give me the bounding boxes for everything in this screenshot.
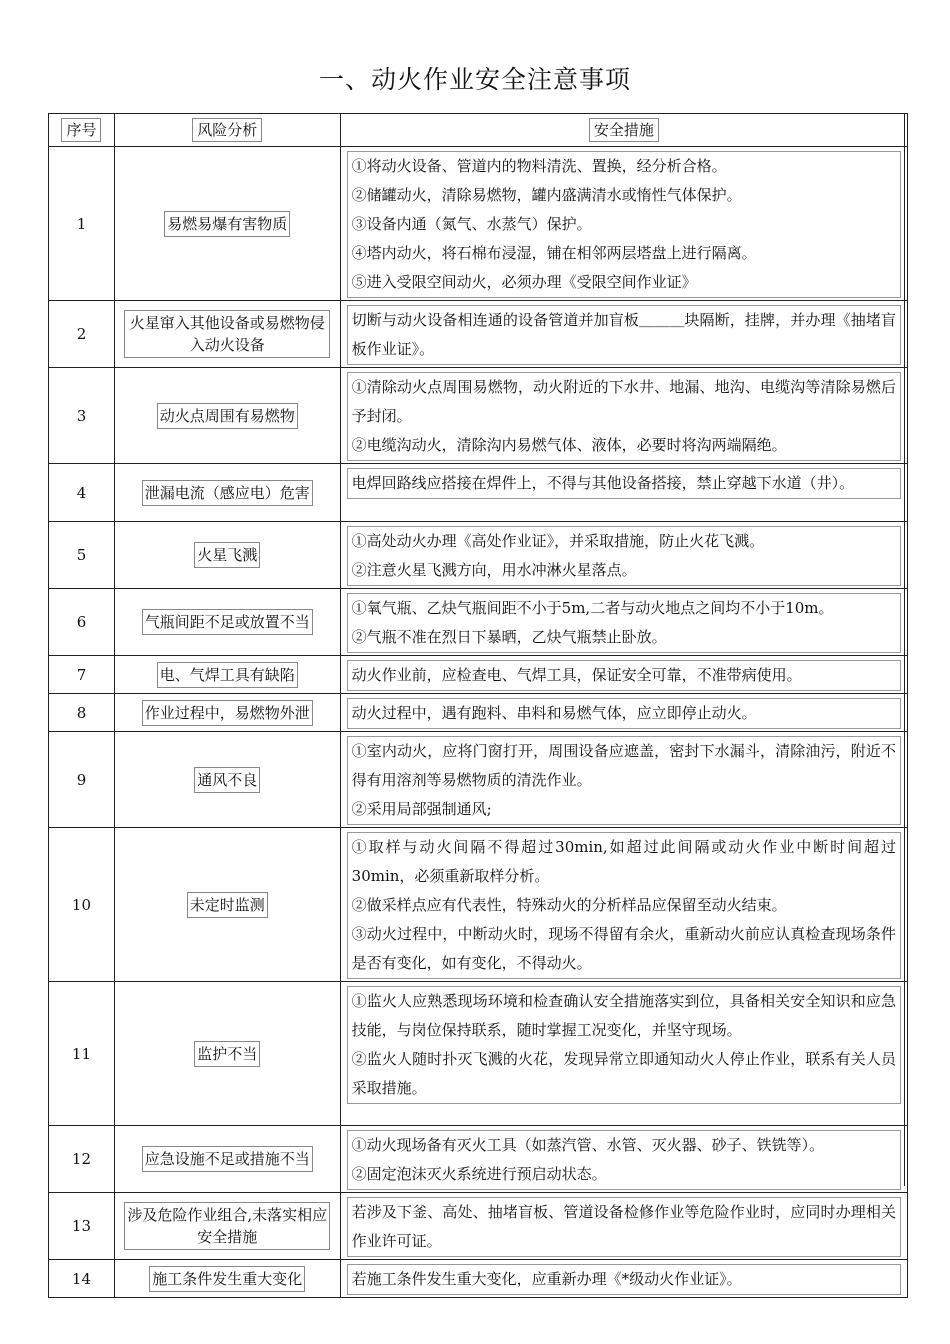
risk-cell bbox=[114, 522, 340, 589]
measures-cell bbox=[340, 589, 907, 656]
risk-label: 施工条件发生重大变化 bbox=[149, 1266, 305, 1292]
measure-item: ①动火现场备有灭火工具（如蒸汽管、水管、灭火器、砂子、铁铣等）。 bbox=[351, 1136, 825, 1154]
row-number: 10 bbox=[49, 828, 115, 982]
risk-cell bbox=[114, 589, 340, 656]
measure-item: ①室内动火，应将门窗打开，周围设备应遮盖，密封下水漏斗，清除油污，附近不得有用溶剂等易燃物质的清洗作业。 bbox=[351, 742, 896, 789]
measure-item: ②电缆沟动火，清除沟内易燃气体、液体，必要时将沟两端隔绝。 bbox=[351, 436, 787, 454]
measures-cell bbox=[340, 147, 907, 301]
table-row bbox=[49, 368, 908, 464]
risk-cell bbox=[114, 694, 340, 732]
measures-cell bbox=[340, 522, 907, 589]
measure-item: ②固定泡沫灭火系统进行预启动状态。 bbox=[351, 1165, 607, 1183]
measure-item: ③动火过程中，中断动火时，现场不得留有余火，重新动火前应认真检查现场条件是否有变化，如有变化，不得动火。 bbox=[351, 925, 896, 972]
measures-box bbox=[347, 593, 901, 653]
table-row bbox=[49, 1193, 908, 1260]
row-number: 4 bbox=[49, 464, 115, 522]
measure-item: ②做采样点应有代表性，特殊动火的分析样品应保留至动火结束。 bbox=[351, 896, 787, 914]
table-right-border bbox=[904, 113, 905, 1186]
measures-cell bbox=[340, 656, 907, 694]
row-number: 14 bbox=[49, 1260, 115, 1298]
page-title: 一、动火作业安全注意事项 bbox=[318, 65, 631, 94]
risk-cell bbox=[114, 732, 340, 828]
measures-box bbox=[347, 526, 901, 586]
measures-box bbox=[347, 1197, 901, 1257]
measure-item: 动火作业前，应检查电、气焊工具，保证安全可靠，不准带病使用。 bbox=[351, 666, 802, 684]
row-number: 13 bbox=[49, 1193, 115, 1260]
measures-cell bbox=[340, 982, 907, 1126]
measure-item: 切断与动火设备相连通的设备管道并加盲板＿＿＿块隔断，挂牌，并办理《抽堵盲板作业证》。 bbox=[351, 311, 896, 358]
measures-cell bbox=[340, 464, 907, 522]
measures-cell bbox=[340, 368, 907, 464]
measure-item: ①高处动火办理《高处作业证》，并采取措施，防止火花飞溅。 bbox=[351, 532, 765, 550]
table-row bbox=[49, 982, 908, 1126]
measures-cell bbox=[340, 301, 907, 368]
risk-label: 气瓶间距不足或放置不当 bbox=[142, 609, 313, 635]
measures-box bbox=[347, 372, 901, 461]
measures-cell bbox=[340, 1193, 907, 1260]
measures-cell bbox=[340, 1126, 907, 1193]
row-number: 5 bbox=[49, 522, 115, 589]
risk-label: 动火点周围有易燃物 bbox=[157, 403, 298, 429]
risk-label: 火星窜入其他设备或易燃物侵入动火设备 bbox=[124, 310, 330, 358]
risk-cell bbox=[114, 368, 340, 464]
risk-cell bbox=[114, 301, 340, 368]
table-header-row bbox=[49, 114, 908, 147]
table-row bbox=[49, 694, 908, 732]
risk-cell bbox=[114, 464, 340, 522]
row-number: 2 bbox=[49, 301, 115, 368]
risk-cell bbox=[114, 656, 340, 694]
measures-cell bbox=[340, 828, 907, 982]
measures-box bbox=[347, 736, 901, 825]
measure-item: ②气瓶不准在烈日下暴晒，乙炔气瓶禁止卧放。 bbox=[351, 628, 667, 646]
table-row bbox=[49, 828, 908, 982]
measure-item: ①将动火设备、管道内的物料清洗、置换，经分析合格。 bbox=[351, 157, 727, 175]
risk-label: 涉及危险作业组合,未落实相应安全措施 bbox=[124, 1202, 330, 1250]
risk-cell bbox=[114, 1260, 340, 1298]
row-number: 11 bbox=[49, 982, 115, 1126]
table-row bbox=[49, 1260, 908, 1298]
risk-cell bbox=[114, 147, 340, 301]
table-row bbox=[49, 732, 908, 828]
measures-box bbox=[347, 698, 901, 729]
measures-box bbox=[347, 986, 901, 1104]
risk-label: 未定时监测 bbox=[187, 892, 268, 918]
measure-item: ①监火人应熟悉现场环境和检查确认安全措施落实到位，具备相关安全知识和应急技能，与岗位保持联系，随时掌握工况变化，并坚守现场。 bbox=[351, 992, 896, 1039]
measure-item: 若涉及下釜、高处、抽堵盲板、管道设备检修作业等危险作业时，应同时办理相关作业许可证。 bbox=[351, 1203, 896, 1250]
measures-box bbox=[347, 1130, 901, 1190]
risk-cell bbox=[114, 982, 340, 1126]
measures-box bbox=[347, 660, 901, 691]
row-number: 1 bbox=[49, 147, 115, 301]
risk-cell bbox=[114, 828, 340, 982]
measure-item: ②监火人随时扑灭飞溅的火花，发现异常立即通知动火人停止作业，联系有关人员采取措施。 bbox=[351, 1050, 896, 1097]
table-body bbox=[49, 147, 908, 1298]
row-number: 12 bbox=[49, 1126, 115, 1193]
measures-box bbox=[347, 151, 901, 298]
row-number: 9 bbox=[49, 732, 115, 828]
measures-box bbox=[347, 305, 901, 365]
risk-label: 电、气焊工具有缺陷 bbox=[157, 662, 298, 688]
row-number: 3 bbox=[49, 368, 115, 464]
measure-item: 若施工条件发生重大变化，应重新办理《*级动火作业证》。 bbox=[351, 1270, 742, 1288]
row-number: 6 bbox=[49, 589, 115, 656]
measures-box bbox=[347, 468, 901, 499]
risk-label: 泄漏电流（感应电）危害 bbox=[142, 480, 313, 506]
table-row bbox=[49, 1126, 908, 1193]
table-row bbox=[49, 147, 908, 301]
measure-item: ②注意火星飞溅方向，用水冲淋火星落点。 bbox=[351, 561, 637, 579]
header-measures: 安全措施 bbox=[340, 114, 907, 147]
table-row bbox=[49, 589, 908, 656]
risk-label: 作业过程中，易燃物外泄 bbox=[142, 700, 313, 726]
measure-item: ②储罐动火，清除易燃物，罐内盛满清水或惰性气体保护。 bbox=[351, 186, 742, 204]
risk-label: 监护不当 bbox=[194, 1041, 260, 1067]
measure-item: ④塔内动火，将石棉布浸湿，铺在相邻两层塔盘上进行隔离。 bbox=[351, 244, 757, 262]
measure-item: ②采用局部强制通风; bbox=[351, 800, 492, 818]
measure-item: ①清除动火点周围易燃物，动火附近的下水井、地漏、地沟、电缆沟等清除易燃后予封闭。 bbox=[351, 378, 896, 425]
row-number: 8 bbox=[49, 694, 115, 732]
measure-item: 电焊回路线应搭接在焊件上，不得与其他设备搭接，禁止穿越下水道（井）。 bbox=[351, 474, 855, 492]
measures-cell bbox=[340, 694, 907, 732]
risk-cell bbox=[114, 1126, 340, 1193]
safety-table bbox=[48, 113, 908, 1298]
table-row bbox=[49, 464, 908, 522]
measures-box bbox=[347, 1264, 901, 1295]
measure-item: ①取样与动火间隔不得超过30min,如超过此间隔或动火作业中断时间超过30min，必须重新取样分析。 bbox=[351, 838, 896, 885]
measure-item: ⑤进入受限空间动火，必须办理《受限空间作业证》 bbox=[351, 273, 697, 291]
measures-cell bbox=[340, 1260, 907, 1298]
risk-label: 火星飞溅 bbox=[194, 542, 260, 568]
measures-box bbox=[347, 832, 901, 979]
risk-label: 通风不良 bbox=[194, 767, 260, 793]
measure-item: ③设备内通（氮气、水蒸气）保护。 bbox=[351, 215, 592, 233]
table-row bbox=[49, 522, 908, 589]
risk-label: 易燃易爆有害物质 bbox=[164, 211, 290, 237]
risk-cell bbox=[114, 1193, 340, 1260]
measures-cell bbox=[340, 732, 907, 828]
header-risk: 风险分析 bbox=[114, 114, 340, 147]
risk-label: 应急设施不足或措施不当 bbox=[142, 1146, 313, 1172]
measure-item: 动火过程中，遇有跑料、串料和易燃气体，应立即停止动火。 bbox=[351, 704, 757, 722]
table-row bbox=[49, 301, 908, 368]
row-number: 7 bbox=[49, 656, 115, 694]
header-num: 序号 bbox=[49, 114, 115, 147]
measure-item: ①氧气瓶、乙炔气瓶间距不小于5m,二者与动火地点之间均不小于10m。 bbox=[351, 599, 834, 617]
table-row bbox=[49, 656, 908, 694]
